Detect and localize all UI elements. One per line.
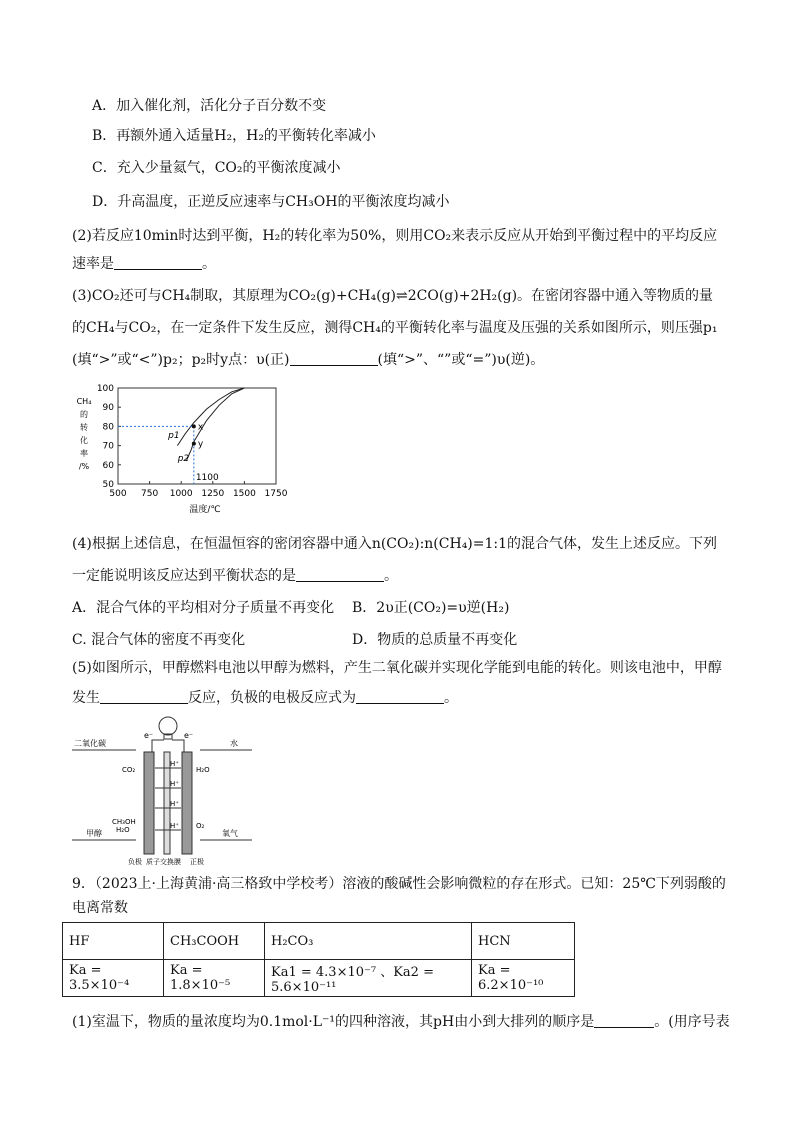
y-tick-label: 80 [102,422,114,433]
x-tick-label: 500 [109,489,127,499]
positive-electrode [182,752,192,854]
x-tick-label: 750 [141,489,159,499]
q8-part4-line2 [72,566,740,586]
q8-part5-line2 [72,688,740,708]
q8-part2-end: 。 [202,256,216,272]
y-tick-label: 90 [102,403,114,414]
q9-part1-end: 。(用序号表 [654,1014,730,1030]
methanol-label: 甲醇 [86,829,102,838]
answer-blank[interactable] [290,351,378,366]
x-tick-label: 1750 [264,489,288,499]
y-axis-label [77,397,92,471]
water-label: 水 [230,739,238,748]
fuel-cell-diagram [72,712,252,868]
table-row [63,923,575,960]
y-label-char: 化 [80,436,88,445]
electron-label-right: e⁻ [184,731,194,740]
x-tick-label: 1250 [201,489,225,499]
y-tick-label: 100 [96,384,114,394]
answer-blank[interactable] [100,689,188,704]
q8-part2-text: 速率是 [72,256,114,272]
table-cell: Ka = 6.2×10⁻¹⁰ [472,960,575,997]
proton-label: H⁺ [170,780,179,788]
y-tick-label: 50 [102,480,114,490]
table-row [63,960,575,997]
x-axis-label: 温度/℃ [189,505,221,515]
x-annotation-1100: 1100 [195,473,219,483]
y-label-char: CH₄ [76,397,92,406]
series-line-p2 [186,388,244,461]
y-tick-label: 60 [102,460,114,471]
chart-axes [77,384,288,515]
q8-part3-end: (填“>”、“”或“=”)υ(逆)。 [377,352,545,368]
table-cell: Ka1 = 4.3×10⁻⁷ 、Ka2 = 5.6×10⁻¹¹ [265,960,472,997]
positive-label: 正极 [190,858,204,866]
q8-part4-text: 一定能说明该反应达到平衡状态的是 [72,568,296,584]
point-x [192,424,196,428]
co2-inner-label: CO₂ [122,766,136,774]
q8-part4-option-a: A．混合气体的平均相对分子质量不再变化 [72,600,335,616]
proton-label: H⁺ [170,800,179,808]
q8-part3-text: (填“>”或“<”)p₂；p₂时y点：υ(正) [72,352,290,368]
q8-part4-option-c: C. 混合气体的密度不再变化 [72,632,246,648]
negative-label: 负极 [128,858,142,866]
table-header: CH₃COOH [164,923,265,960]
y-label-char: 的 [80,410,88,419]
bulb-icon [159,717,177,735]
y-label-char: /% [78,462,90,471]
q8-part4-end: 。 [384,568,398,584]
x-tick-label: 1000 [169,489,193,499]
wire-left [152,740,164,752]
o2-inner-label: O₂ [196,822,205,830]
oxygen-label: 氧气 [222,829,238,838]
ka-table [62,922,575,997]
option-c: C．充入少量氦气，CO₂的平衡浓度减小 [92,160,341,176]
answer-blank[interactable] [114,255,202,270]
point-label-y: y [197,439,204,450]
electron-label-left: e⁻ [144,731,154,740]
option-d: D．升高温度，正逆反应速率与CH₃OH的平衡浓度均减小 [92,194,450,210]
q9-part1-line [72,1012,740,1032]
point-y [192,442,196,446]
proton-label: H⁺ [170,760,179,768]
q8-part5-text-b: 反应，负极的电极反应式为 [188,690,356,706]
q8-part5-end: 。 [444,690,458,706]
q8-part5-line1: (5)如图所示，甲醇燃料电池以甲醇为燃料，产生二氧化碳并实现化学能到电能的转化。则该电池中，甲醇 [72,660,722,676]
y-label-char: 率 [80,449,88,458]
conversion-chart [72,380,302,520]
x-tick-label: 1500 [232,489,256,499]
q9-line2: 电离常数 [72,900,128,916]
table-header: HCN [472,923,575,960]
option-a: A．加入催化剂，活化分子百分数不变 [92,98,327,114]
answer-blank[interactable] [594,1013,654,1028]
negative-electrode [144,752,154,854]
point-label-x: x [197,422,204,433]
proton-label: H⁺ [170,822,179,830]
answer-blank[interactable] [296,567,384,582]
q8-part2-line1: (2)若反应10min时达到平衡，H₂的转化率为50%，则用CO₂来表示反应从开始到平衡过程中的平均反应 [72,228,718,244]
series-label-p2: p2 [177,453,190,464]
q8-part4-line1: (4)根据上述信息，在恒温恒容的密闭容器中通入n(CO₂):n(CH₄)=1:1的混合气体，发生上述反应。下列 [72,536,718,552]
y-label-char: 转 [80,423,88,432]
q8-part4-option-d: D．物质的总质量不再变化 [352,632,518,648]
q8-part3-line2: 的CH₄与CO₂，在一定条件下发生反应，测得CH₄的平衡转化率与温度及压强的关系如图所示，则压强p₁ [72,320,718,336]
q8-part5-text-a: 发生 [72,690,100,706]
answer-blank[interactable] [356,689,444,704]
membrane-label: 质子交换膜 [146,858,181,866]
y-tick-label: 70 [102,441,114,452]
q9-line1: 9．（2023上·上海黄浦·高三格致中学校考）溶液的酸碱性会影响微粒的存在形式。已知：25℃下列弱酸的 [72,876,726,892]
q8-part2-line2 [72,254,740,274]
series-label-p1: p1 [168,430,180,441]
h2o-inner-label-left: H₂O [116,826,130,834]
q8-part3-line1: (3)CO₂还可与CH₄制取，其原理为CO₂(g)+CH₄(g)⇌2CO(g)+2H₂(g)。在密闭容器中通入等物质的量 [72,288,714,304]
series-line-p1 [177,388,244,446]
methanol-inner-label: CH₃OH [112,818,136,826]
q8-part3-line3 [72,350,740,370]
table-header: HF [63,923,164,960]
q9-part1-text: (1)室温下，物质的量浓度均为0.1mol·L⁻¹的四种溶液，其pH由小到大排列的顺序是 [72,1014,595,1030]
table-cell: Ka = 3.5×10⁻⁴ [63,960,164,997]
wire-right [172,740,184,752]
chart-marks [118,388,244,484]
q8-part4-option-b: B．2υ正(CO₂)=υ逆(H₂) [352,600,510,616]
h2o-inner-label: H₂O [196,766,210,774]
table-header: H₂CO₃ [265,923,472,960]
co2-label: 二氧化碳 [74,739,106,748]
table-cell: Ka = 1.8×10⁻⁵ [164,960,265,997]
option-b: B．再额外通入适量H₂，H₂的平衡转化率减小 [92,128,376,144]
